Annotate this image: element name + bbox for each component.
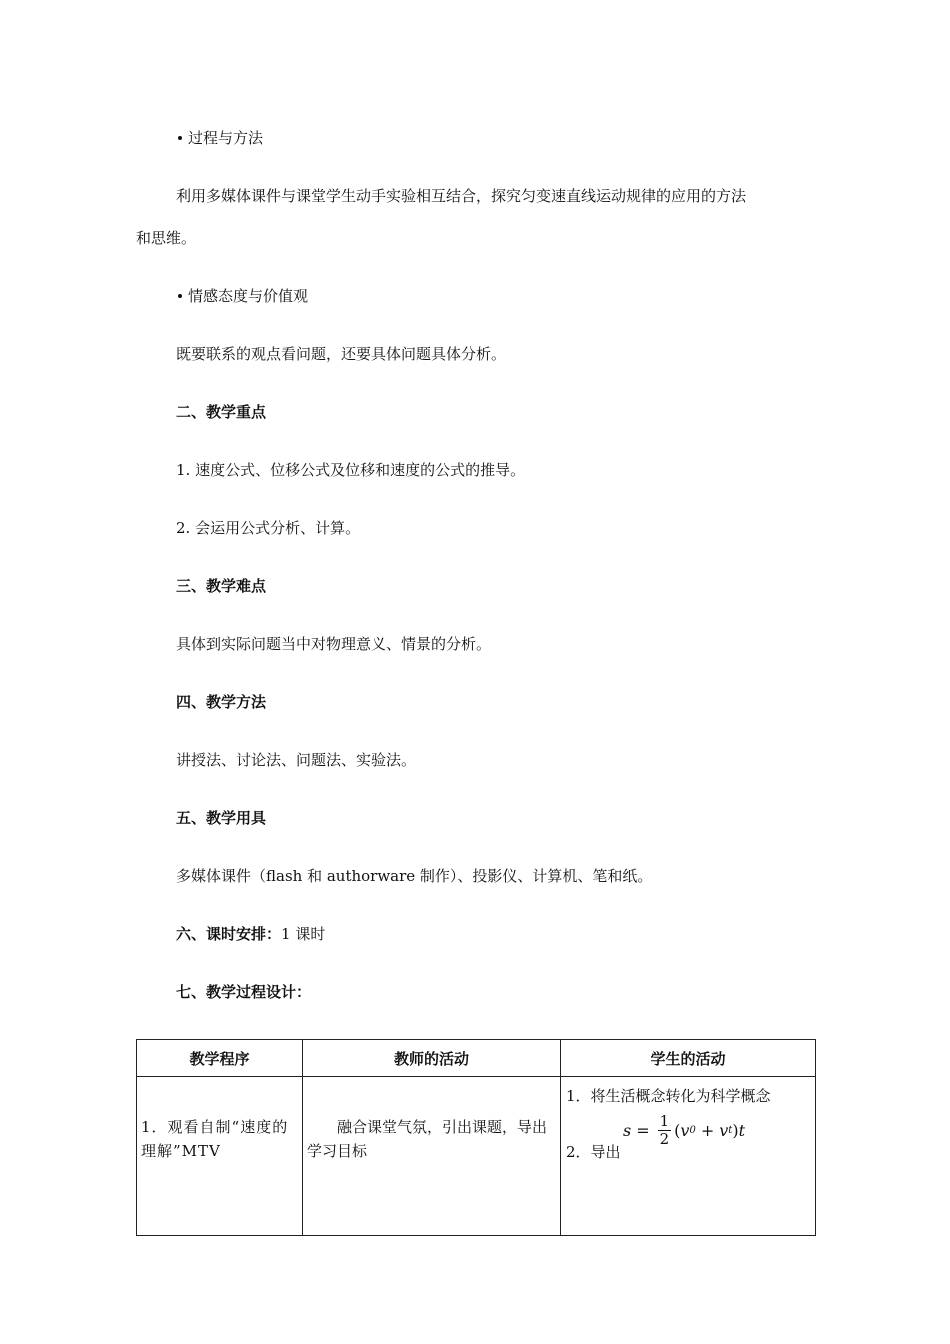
section-heading-key-points: 二、教学重点 [176, 403, 267, 421]
displacement-formula: s = $\frac{1}{2}$ ( v 0 + v t ) t [623, 1112, 746, 1148]
cell-teacher-activity: 融合课堂气氛，引出课题，导出学习目标 [303, 1077, 561, 1236]
cell-procedure: 1．观看自制“速度的理解”MTV [137, 1077, 303, 1236]
teaching-process-table [136, 1039, 816, 1236]
column-header-procedure: 教学程序 [137, 1040, 303, 1077]
schedule-value: 1 课时 [281, 925, 326, 943]
key-point-item-2: 2. 会运用公式分析、计算。 [176, 519, 361, 537]
table-row [137, 1077, 816, 1236]
section-heading-process-design: 七、教学过程设计： [176, 983, 312, 1001]
fraction-one-half: $\frac{1}{2}$ [659, 1112, 670, 1148]
schedule-line [176, 924, 325, 944]
section-heading-schedule: 六、课时安排： [176, 925, 282, 943]
cell-student-activity [561, 1077, 816, 1236]
section-heading-difficulties: 三、教学难点 [176, 577, 267, 595]
emotion-text: 既要联系的观点看问题，还要具体问题具体分析。 [176, 345, 507, 363]
methods-text: 讲授法、讨论法、问题法、实验法。 [176, 751, 417, 769]
tools-text: 多媒体课件（flash 和 authorware 制作）、投影仪、计算机、笔和纸。 [176, 867, 653, 885]
bullet-dot-icon [178, 136, 182, 140]
key-point-item-1: 1. 速度公式、位移公式及位移和速度的公式的推导。 [176, 461, 526, 479]
column-header-teacher: 教师的活动 [303, 1040, 561, 1077]
section-heading-tools: 五、教学用具 [176, 809, 267, 827]
student-activity-item-1: 1．将生活概念转化为科学概念 [566, 1087, 771, 1105]
process-method-heading: 过程与方法 [178, 128, 263, 148]
difficulties-text: 具体到实际问题当中对物理意义、情景的分析。 [176, 635, 492, 653]
bullet-dot-icon [178, 294, 182, 298]
table-header-row [137, 1040, 816, 1077]
student-activity-item-2: 2．导出 [566, 1143, 621, 1161]
column-header-student: 学生的活动 [561, 1040, 816, 1077]
process-method-text-continued: 和思维。 [136, 229, 197, 247]
emotion-heading: 情感态度与价值观 [178, 286, 308, 306]
process-method-text: 利用多媒体课件与课堂学生动手实验相互结合，探究匀变速直线运动规律的应用的方法 [176, 187, 747, 205]
section-heading-methods: 四、教学方法 [176, 693, 267, 711]
